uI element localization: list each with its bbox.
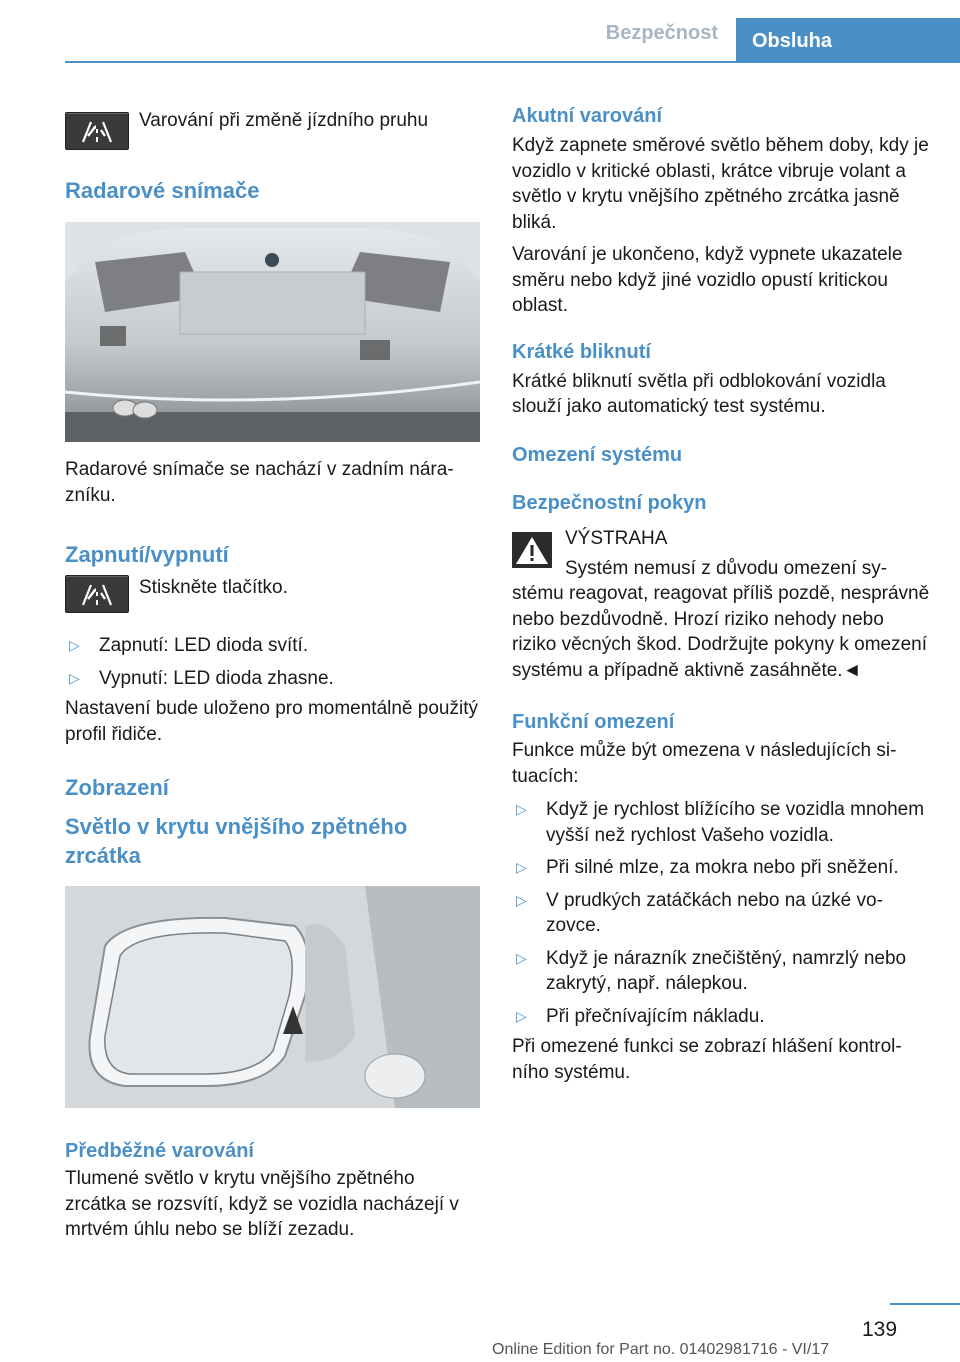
function-list bbox=[512, 797, 930, 1029]
triangle-bullet-icon: ▷ bbox=[516, 949, 527, 966]
triangle-bullet-icon: ▷ bbox=[516, 1007, 527, 1024]
page-number: 139 bbox=[862, 1318, 898, 1341]
triangle-bullet-icon: ▷ bbox=[69, 669, 80, 686]
onoff-list bbox=[65, 633, 480, 691]
header-chapter-tab: Obsluha bbox=[736, 18, 960, 62]
mirror-photo bbox=[65, 886, 480, 1108]
right-column bbox=[512, 100, 930, 1085]
list-item: ▷ Při silné mlze, za mokra nebo při sněžení. bbox=[512, 855, 930, 881]
prewarning-heading: Předběžné varování bbox=[65, 1140, 254, 1162]
lane-change-warning-button-icon bbox=[65, 575, 129, 613]
radar-sensors-photo bbox=[65, 222, 480, 442]
radar-heading: Radarové snímače bbox=[65, 178, 260, 203]
press-button-label: Stiskněte tlačítko. bbox=[139, 577, 288, 598]
list-item: ▷ Zapnutí: LED dioda svítí. bbox=[65, 633, 480, 659]
header-rule bbox=[65, 61, 960, 63]
radar-caption: Radarové snímače se nachází v zadním nárazníku. bbox=[65, 459, 454, 506]
list-item: ▷ Když je rychlost blížícího se vozidla mnohem vyšší než rychlost Vašeho vozidla. bbox=[516, 799, 925, 846]
list-item: ▷ Při přečnívajícím nákladu. bbox=[512, 1004, 930, 1030]
triangle-bullet-icon: ▷ bbox=[69, 637, 80, 653]
warning-text: Systém nemusí z důvodu omezení systému reagovat, reagovat příliš pozdě, nesprávně nebo bezdůvodně. Hrozí riziko nehody nebo riziko věcných škod. Dodržujte pokyny k omezení systému a případně aktivně zasáhněte.◄ bbox=[512, 557, 930, 681]
acute-text-1: Když zapnete směrové světlo během doby, kdy je vozidlo v kritické oblasti, krátce vibruje volant a světlo v krytu vnějšího zpětného zrcátka jasně bliká. bbox=[512, 135, 929, 233]
left-column bbox=[65, 100, 480, 1243]
list-item: ▷ Když je nárazník znečištěný, namrzlý nebo zakrytý, např. nálepkou. bbox=[516, 947, 907, 994]
display-heading: Zobrazení bbox=[65, 775, 169, 800]
header-section: Bezpečnost bbox=[605, 22, 718, 44]
lane-warning-row bbox=[65, 104, 480, 150]
acute-text-2: Varování je ukončeno, když vypnete ukazatele směru nebo když jiné vozidlo opustí kritickou oblast. bbox=[512, 244, 903, 316]
limits-heading: Omezení systému bbox=[512, 443, 683, 466]
mirror-heading: Světlo v krytu vnějšího zpětného zrcátka bbox=[65, 814, 408, 868]
press-button-row bbox=[65, 567, 480, 613]
warning-title: VÝSTRAHA bbox=[565, 527, 668, 549]
onoff-heading: Zapnutí/vypnutí bbox=[65, 542, 229, 567]
triangle-bullet-icon: ▷ bbox=[516, 801, 527, 817]
footer-rule bbox=[890, 1303, 960, 1305]
list-item: ▷ V prudkých zatáčkách nebo na úzké vozovce. bbox=[516, 889, 883, 936]
lane-change-warning-button-icon bbox=[65, 112, 129, 150]
function-outro: Při omezené funkci se zobrazí hlášení kontrolního systému. bbox=[512, 1036, 902, 1083]
lane-warning-label: Varování při změně jízdního pruhu bbox=[139, 110, 429, 131]
triangle-bullet-icon: ▷ bbox=[516, 891, 527, 908]
blink-text: Krátké bliknutí světla při odblokování vozidla slouží jako automatický test systému. bbox=[512, 370, 886, 417]
triangle-bullet-icon: ▷ bbox=[516, 859, 527, 875]
page-header bbox=[0, 0, 960, 62]
function-heading: Funkční omezení bbox=[512, 711, 675, 733]
prewarning-text: Tlumené světlo v krytu vnějšího zpětného zrcátka se rozsvítí, když se vozidla nacházejí v mrtvém úhlu nebo se blíží zezadu. bbox=[65, 1168, 459, 1240]
edition-note: Online Edition for Part no. 01402981716 - VI/17 bbox=[492, 1341, 830, 1358]
acute-heading: Akutní varování bbox=[512, 105, 663, 127]
list-item: ▷ Vypnutí: LED dioda zhasne. bbox=[65, 666, 480, 692]
blink-heading: Krátké bliknutí bbox=[512, 340, 651, 363]
profile-note: Nastavení bude uloženo pro momentálně použitý profil řidiče. bbox=[65, 698, 478, 745]
warning-triangle-icon bbox=[512, 532, 552, 568]
function-intro: Funkce může být omezena v následujících situacích: bbox=[512, 740, 897, 787]
safety-heading: Bezpečnostní pokyn bbox=[512, 491, 707, 514]
